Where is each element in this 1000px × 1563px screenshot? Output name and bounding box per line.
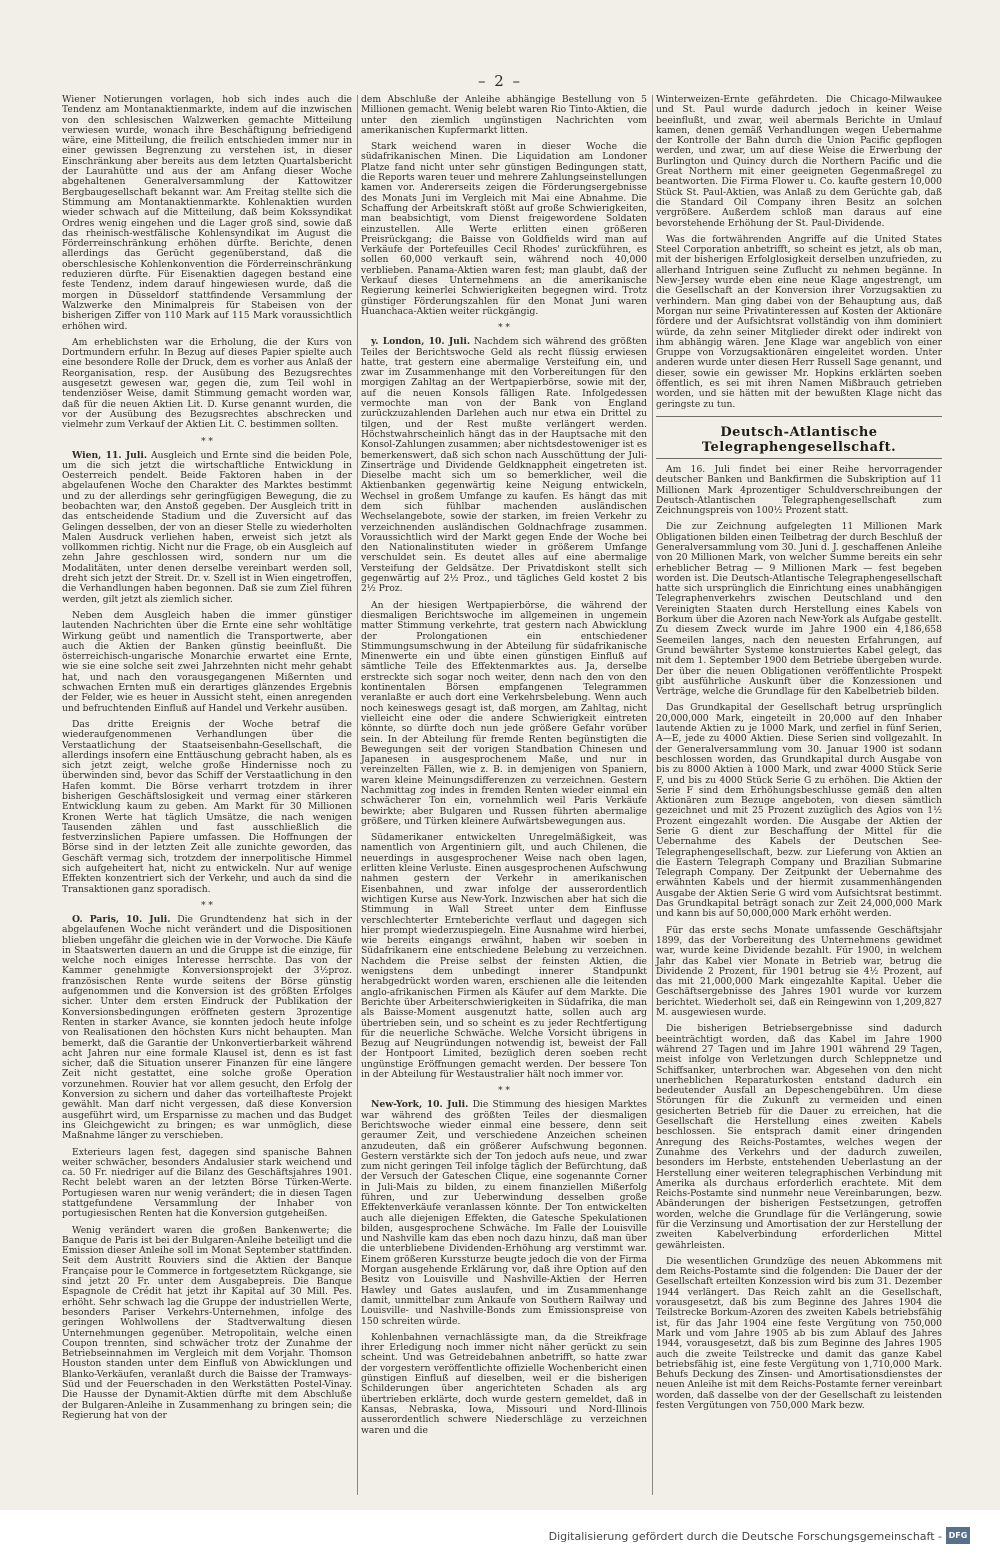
paragraph: Stark weichend waren in dieser Woche die südafrikanischen Minen. Die Liquidation am Londoner Platze fand nicht unter sehr günstigen Bedingungen statt, die Reports waren teuer und mehrere Zahlungseinstellungen kamen vor. Andererseits zeigen die Förderungsergebnisse des Monats Juni im Vergleich mit Mai eine Abnahme. Die Schaffung der Arbeitskraft stößt auf große Schwierigkeiten, man beabsichtigt, vom Dienst freigewordene Soldaten einzustellen. Alle Werte erlitten einen größeren Preisrückgang; die Baisse von Goldfields wird man auf Verkäufe der Portefeuilles Cecil Rhodes' zurückführen, es sollen 60,000 verkauft sein, während noch 40,000 verblieben. Panama-Aktien waren fest; man glaubt, daß der Verkauf dieses Unternehmens an die amerikanische Regierung keinerlei Schwierigkeiten begegnen wird. Trotz günstiger Förderungszahlen für den Monat Juni waren Huanchaca-Aktien weiter rückgängig. [361,141,647,317]
section-separator: * * [201,436,213,447]
dateline: O. Paris, 10. Juli. [72,913,171,925]
paragraph-text: Die Stimmung des hiesigen Marktes war während des größten Teiles der diesmaligen Berichtswoche wieder einmal eine bessere, denn seit geraumer Zeit, und verschiedene Anzeichen scheinen anzudeuten, daß ein größerer Aufschwung begonnen. Gestern verstärkte sich der Ton jedoch aufs neue, und zwar zum nicht geringen Teil infolge täglich der Befürchtung, daß der Versuch der Gateschen Clique, eine sogenannte Corner in Juli-Mais zu bilden, zu einem finanziellen Mißerfolg führen, und zur Ueberwindung desselben große Effektenverkäufe veranlassen könnte. Der Ton entwickelten auch alle diejenigen Effekten, die Gatesche Spekulationen bilden, ausgesprochene Schwäche. Im Falle der Louisville und Nashville kam das eben noch dazu hinzu, daß man über die unterbliebene Dividenden-Erhöhung arg verstimmt war. Einem größeren Kurssturze beugte jedoch die von der Firma Morgan ausgehende Erklärung vor, daß ihre Option auf den Besitz von Louisville und Nashville-Aktien der Herren Hawley und Gates auslaufen, und im Zusammenhange damit, unmittelbar zum Ankaufe von Southern Railway und Louisville- und Nashville-Bonds zum Emissionspreise von 150 schreiten würde. [361,1099,647,1327]
paragraph [361,337,647,594]
paragraph: Südamerikaner entwickelten Unregelmäßigkeit, was namentlich von Argentiniern gilt, und auch Chilenen, die neuerdings in ausgesprochener Weise nach oben lagen, erlitten kleine Verluste. Einen ausgesprochenen Aufschwung nahmen gestern der Verkehr in amerikanischen Eisenbahnen, und zwar infolge der ausserordentlich wichtigen Kurse aus New-York. Inzwischen aber hat sich die Stimmung in Wall Street unter dem Einflusse verschlechterter Ernteberichte verflaut und dagegen sich hier prompt wiederzuspiegeln. Eine Ausnahme wird hierbei, wie bereits eingangs erwähnt, haben wir soeben in Südafrikanern eine entschiedene Belebung zu verzeichnen. Nachdem die Preise selbst der feinsten Aktien, die wenigstens dem unbedingt innerer Standpunkt herabgedrückt worden waren, erschienen alle die leitenden anglo-afrikanischen Firmen als Käufer auf dem Markte. Die Berichte über Arbeiterschwierigkeiten in Südafrika, die man als Baisse-Moment ausgenutzt hatte, sollen auch arg übertrieben sein, und so scheint es zu jeder Rechtfertigung für die neuerliche Schwäche. Welche Vorsicht übrigens in Bezug auf Neugründungen notwendig ist, beweist der Fall der Hontpoort Limited, bezüglich deren soeben recht ungünstige Eröffnungen gemacht werden. Der bessere Ton in der Abteilung für Westaustralier hält noch immer vor. [361,832,647,1081]
paragraph [361,1100,647,1327]
paragraph: Das Grundkapital der Gesellschaft betrug ursprünglich 20,000,000 Mark, eingeteilt in 20,000 auf den Inhaber lautende Aktien zu je 1000 Mark, und zerfiel in fünf Serien, A—E, jede zu 4000 Aktien. Diese Serien sind vollgezahlt. In der Generalversammlung vom 30. Januar 1900 ist sodann beschlossen worden, das Grundkapital durch Ausgabe von bis zu 8000 Aktien à 1000 Mark, und zwar 4000 Stück Serie F, und bis zu 4000 Stück Serie G zu erhöhen. Die Aktien der Serie F sind dem Erhöhungsbeschlusse gemäß den alten Aktionären zum Bezuge angeboten, von diesen sämtlich gezeichnet und mit 25 Prozent zuzüglich des Agios von 1½ Prozent eingezahlt worden. Die Ausgabe der Aktien der Serie G dient zur Beschaffung der Mittel für die Uebernahme des Kabels der Deutschen See-Telegraphengesellschaft, bezw. zur Lieferung von Aktien an die Eastern Telegraph Company und Brazilian Submarine Telegraph Company. Der Zeitpunkt der Uebernahme des erwähnten Kabels und der hiermit zusammenhängenden Ausgabe der Aktien Serie G wird vom Aufsichtsrat bestimmt. Das Grundkapital beträgt sonach zur Zeit 24,000,000 Mark und kann bis auf 50,000,000 Mark erhöht werden. [656,702,942,920]
paragraph: Das dritte Ereignis der Woche betraf die wiederaufgenommenen Verhandlungen über die Verstaatlichung der Staatseisenbahn-Gesellschaft, die allerdings insofern eine Enttäuschung gebracht haben, als es sich jetzt zeigt, welche große Hindernisse noch zu überwinden sind, bevor das Schiff der Verstaatlichung in den Hafen kommt. Die Börse verharrt trotzdem in ihrer bisherigen Geschäftslosigkeit und vermag einer stärkeren Entwicklung kaum zu geben. Am Markt für 30 Millionen Kronen Werte hat täglich Umsätze, die nach wenigen Tausenden zählen und fast ausschließlich die festverzinslichen Papiere umfassen. Die Hoffnungen der Börse sind in der letzten Zeit alle zunichte geworden, das Geschäft vermag sich, trotzdem der innerpolitische Himmel sich aufgeheitert hat, nicht zu entwickeln. Nur auf wenige Effekten konzentriert sich der Verkehr, und auch da sind die Transaktionen ganz sporadisch. [62,718,352,895]
dateline: New-York, 10. Juli. [371,1099,469,1111]
paragraph-text: Die Grundtendenz hat sich in der abgelaufenen Woche nicht verändert und die Dispositionen blieben ungefähr die gleichen wie in der Vorwoche. Die Käufe in Staatswerten dauern an und die Gruppe ist die einzige, für welche noch einiges Interesse herrschte. Das von der Kammer genehmigte Konversionsprojekt der 3½proz. französischen Rente wurde seitens der Börse günstig aufgenommen und die Konversion ist des größten Erfolges sicher. Unter dem ersten Eindruck der Publikation der Konversionsbedingungen eröffneten gestern 3prozentige Renten in starker Avance, sie konnten jedoch heute infolge von Realisationen den höchsten Kurs nicht behaupten. Man bemerkt, daß die Garantie der Unkonvertierbarkeit während acht Jahren nur eine formale Klausel ist, denn es ist fast sicher, daß die Situation unserer Finanzen für eine längere Zeit nicht gestattet, eine solche große Operation vorzunehmen. Rouvier hat vor allem gesucht, den Erfolg der Konversion zu sichern und daher das vorteilhafteste Projekt gewählt. Man darf nicht vergessen, daß diese Konversion ausgeführt wird, um Ersparnisse zu machen und das Budget ins Gleichgewicht zu bringen; es war unmöglich, diese Maßnahme länger zu verschieben. [62,913,352,1142]
paragraph: Was die fortwährenden Angriffe auf die United States Steel Corporation anbetrifft, so scheint es jetzt, als ob man, mit der bisherigen Erfolglosigkeit derselben unzufrieden, zu allerhand Intriguen seine Zuflucht zu nehmen begänne. In New-Jersey wurde eben eine neue Klage angestrengt, um die Gesellschaft an der Konversion ihrer Vorzugsaktien zu verhindern. Man ging dabei von der Behauptung aus, daß Morgan nur seine Privatinteressen auf Kosten der Aktionäre fördere und der Aufsichtsrat vollständig von ihm dominiert würde, da zehn seiner Mitglieder direkt oder indirekt von ihm abhängig wären. Jene Klage war angeblich von einer Gruppe von Vorzugsaktionären eingeleitet worden. Unter anderen wurde unter diesen Herr Russell Sage genannt, und dieser, sowie ein gewisser Mr. Hopkins erklärten soeben öffentlich, es sei mit ihren Namen Mißbrauch getrieben worden, und sie hätten mit der bewußten Klage nicht das geringste zu tun. [656,233,942,410]
paragraph: Neben dem Ausgleich haben die immer günstiger lautenden Nachrichten über die Ernte eine sehr wohltätige Wirkung geübt und namentlich die Transportwerte, aber auch die Aktien der Banken günstig beeinflußt. Die österreichisch-ungarische Monarchie erwartet eine Ernte, wie sie eine solche seit zwei Jahrzehnten nicht mehr gehabt hat, und nach den vorausgegangenen Mißernten und schwachen Ernten muß ein derartiges glänzendes Ergebnis der Felder, wie es heuer in Aussicht steht, einen anregenden und befruchtenden Einfluß auf Handel und Verkehr ausüben. [62,609,352,714]
funding-credit: Digitalisierung gefördert durch die Deutsche Forschungsgemeinschaft - [548,1530,942,1543]
column-1 [62,95,352,1495]
section-separator: * * [201,900,213,911]
paragraph: Kohlenbahnen vernachlässigte man, da die Streikfrage ihrer Erledigung noch immer nicht näher gerückt zu sein scheint. Und was Getreidebahnen anbetrifft, so hatte zwar der vorgestern veröffentlichte offizielle Wochenbericht einen günstigen Einfluß auf dieselben, weil er die bisherigen Schilderungen über angerichteten Schaden als arg übertrieben erklärte, doch wurde gestern gemeldet, daß in Kansas, Nebraska, Iowa, Missouri und Nord-Illinois ausserordentlich schwere Niederschläge zu verzeichnen waren und die [361,1331,647,1436]
section-separator: * * [498,323,510,334]
page-number: – 2 – [477,72,523,90]
paragraph: Am 16. Juli findet bei einer Reihe hervorragender deutscher Banken und Bankfirmen die Subskription auf 11 Millionen Mark 4prozentiger Schuldverschreibungen der Deutsch-Atlantischen Telegraphengesellschaft zum Zeichnungspreis von 100½ Prozent statt. [656,463,942,517]
dfg-logo-icon: DFG [946,1527,970,1544]
paragraph: Am erheblichsten war die Erholung, die der Kurs von Dortmundern erfuhr. In Bezug auf dieses Papier spielte auch eine besondere Rolle der Druck, dem es vorher aus Anlaß der Reorganisation, resp. der Ausübung des Bezugsrechtes ausgesetzt gewesen war, gegen die, zum Teil wohl in tendenziöser Weise, damit Stimmung gemacht worden war, daß für die neuen Aktien Lit. D. Kurse genannt wurden, die vor der Ausübung des Bezugsrechtes abschrecken und vielmehr zum Verkauf der Aktien Lit. C. bestimmen sollten. [62,336,352,431]
divider [656,416,942,417]
paragraph: dem Abschluße der Anleihe abhängige Bestellung von 5 Millionen gemacht. Wenig belebt waren Rio Tinto-Aktien, die unter den ziemlich ungünstigen Nachrichten vom amerikanischen Kupfermarkt litten. [361,95,647,136]
column-2 [357,95,647,1495]
paragraph [62,451,352,605]
newspaper-columns [62,95,942,1495]
paragraph-text: Ausgleich und Ernte sind die beiden Pole, um die sich jetzt die wirtschaftliche Entwicklung in Oesterreich pendelt. Beide Faktoren haben in der abgelaufenen Woche den Charakter des Marktes bestimmt und zu der allerdings sehr geringfügigen Bewegung, die zu beobachten war, den Anstoß gegeben. Der Ausgleich tritt in das entscheidende Stadium und die Zuversicht auf das Gelingen desselben, der von an dieser Stelle zu wiederholten Malen Ausdruck verliehen haben, erweist sich jetzt als vollkommen richtig. Nicht nur die Frage, ob ein Ausgleich auf zehn Jahre geschlossen wird, sondern nur um die Modalitäten, unter denen derselbe vereinbart werden soll, dreht sich jetzt der Streit. Dr. v. Szell ist in Wien eingetroffen, die Verhandlungen haben begonnen. Daß sie zum Ziel führen werden, gilt jetzt als ziemlich sicher. [62,449,352,605]
paragraph [62,915,352,1142]
article-headline: Deutsch-Atlantische Telegraphengesellschaft. [656,425,942,459]
dateline: Wien, 11. Juli. [72,449,148,461]
paragraph: Winterweizen-Ernte gefährdeten. Die Chicago-Milwaukee und St. Paul wurde dadurch jedoch in keiner Weise beeinflußt, und zwar, weil abermals Berichte in Umlauf kamen, denen gemäß Verhandlungen wegen Uebernahme der Kontrolle der Bahn durch die Union Pacific gepflogen werden, und zwar, um auf diese Weise die Erwerbung der Burlington und Quincy durch die Northern Pacific und die Great Northern mit einer geeigneten Gegenmaßregel zu beantworten. Die Firma Flower u. Co. kaufte gestern 10,000 Stück St. Paul-Aktien, was Anlaß zu dem Gerüchte gab, daß die Standard Oil Company ihren Besitz an solchen vergrößere. Außerdem schloß man daraus auf eine bevorstehende Erhöhung der St. Paul-Dividende. [656,95,942,229]
dateline: y. London, 10. Juli. [371,336,471,348]
paragraph: Die zur Zeichnung aufgelegten 11 Millionen Mark Obligationen bilden einen Teilbetrag der durch Beschluß der Generalversammlung vom 30. Juni d. J. geschaffenen Anleihe von 20 Millionen Mark, von welcher Summe bereits ein sehr erheblicher Betrag — 9 Millionen Mark — fest begeben worden ist. Die Deutsch-Atlantische Telegraphengesellschaft hatte sich ursprünglich die Einrichtung eines unabhängigen Telegraphenverkehrs zwischen Deutschland und den Vereinigten Staaten durch Herstellung eines Kabels von Borkum über die Azoren nach New-York als Aufgabe gestellt. Zu diesem Zweck wurde im Jahre 1900 ein 4,186,658 Seemeilen langes, nach den neuesten Erfahrungen, auf Grund bewährter Systeme konstruiertes Kabel gelegt, das mit dem 1. September 1900 dem Betriebe übergeben wurde. Der über die neuen Obligationen veröffentlichte Prospekt gibt ausführliche Auskunft über die Konzessionen und Verträge, welche die Grundlage für den Kabelbetrieb bilden. [656,521,942,698]
paragraph: Wiener Notierungen vorlagen, hob sich indes auch die Tendenz am Montanaktienmarkte, indem auf die inzwischen von den schlesischen Walzwerken gemachte Mitteilung verwiesen wurde, wonach ihre Beschäftigung befriedigend wäre, eine Mitteilung, die freilich entschieden immer nur in einer gewissen Begrenzung zu verstehen ist, in dieser Einschränkung aber bereits aus dem letzten Quartalsbericht der Laurahütte und aus der am Anfang dieser Woche abgehaltenen Generalversammlung der Kattowitzer Bergbaugesellschaft bekannt war. Am Freitag stellte sich die Stimmung am Montanaktienmarkte. Kohlenaktien wurden wieder schwach auf die Mitteilung, daß beim Kokssyndikat Ordres wenig eingehen und die Lager groß sind, sowie daß das rheinisch-westfälische Kohlensyndikat im August die Förderreinschränkung erhöhen dürfte. Berichte, denen allerdings das Gerücht gegenüberstand, daß die oberschlesische Kohlenkonvention die Förderreinschränkung reduzieren dürfte. Für Eisenaktien dagegen bestand eine feste Tendenz, indem darauf hingewiesen wurde, daß die morgen in Düsseldorf stattfindende Versammlung der Walzwerke den Minimalpreis für Stabeisen von der bisherigen Ziffer von 110 Mark auf 115 Mark voraussichtlich erhöhen wird. [62,95,352,332]
section-separator: * * [498,1086,510,1097]
footer-bar [0,1510,1000,1563]
paragraph: Exterieurs lagen fest, dagegen sind spanische Bahnen weiter schwächer, besonders Andalusier stark weichend und ca. 50 Fr. niedriger auf die Bilanz des Geschäftsjahres 1901. Recht belebt waren an der letzten Börse Türken-Werte. Portugiesen waren nur wenig verändert; die in diesen Tagen stattgefundene Versammlung der Inhaber von portugiesischen Renten hat die Konversion gutgeheißen. [62,1146,352,1220]
paragraph: Die wesentlichen Grundzüge des neuen Abkommens mit dem Reichs-Postamte sind die folgenden: Die Dauer der der Gesellschaft erteilten Konzession wird bis zum 31. Dezember 1944 verlängert. Das Reich zahlt an die Gesellschaft, vorausgesetzt, daß bis zum Beginne des Jahres 1904 die Teilstrecke Borkum-Azoren des zweiten Kabels betriebsfähig ist, für das Jahr 1904 eine feste Vergütung von 750,000 Mark und vom Jahre 1905 ab bis zum Ablauf des Jahres 1944, vorausgesetzt, daß bis zum Beginne des Jahres 1905 auch die zweite Teilstrecke und damit das ganze Kabel betriebsfähig ist, eine feste Vergütung von 1,710,000 Mark. Behufs Deckung des Zinsen- und Amortisationsdienstes der neuen Anleihe ist mit dem Reichs-Postamte ferner vereinbart worden, daß dasselbe von der der Gesellschaft zu leistenden festen Vergütungen von 750,000 Mark bezw. [656,1255,942,1412]
paragraph: An der hiesigen Wertpapierbörse, die während der diesmaligen Berichtswoche im allgemeinen in ungemein matter Stimmung verkehrte, trat gestern nach Abwicklung der Prolongationen ein entschiedener Stimmungsumschwung in der Abteilung für südafrikanische Minenwerte ein und übte einen günstigen Einfluß auf sämtliche Teile des Effektenmarktes aus. Ja, derselbe erstreckte sich sogar noch weiter, denn nach den von den kontinentalen Börsen empfangenen Telegrammen veranlaßte er auch dort eine Verkehrsbelebung. Wenn auch noch keineswegs gesagt ist, daß morgen, am Zahltag, nicht vielleicht eine oder die andere Schwierigkeit eintreten könnte, so dürfte doch nun jede größere Gefahr vorüber sein. In der Abteilung für fremde Renten begünstigten die Bewegungen seit der vorigen Standbation Chinesen und Japanesen in ausgesprochenem Maße, und nur in vereinzelten Fällen, wie z. B. in demjenigen von Spaniern, waren kleine Meinungsdifferenzen zu verzeichnen. Gestern Nachmittag zog indes in fremden Renten wieder einmal ein schwächerer Ton ein, vornehmlich weil Paris Verkäufe bewirkte; aber Bulgaren und Russen führten abermalige größere, und Türken kleinere Aufwärtsbewegungen aus. [361,599,647,827]
paragraph: Die bisherigen Betriebsergebnisse sind dadurch beeinträchtigt worden, daß das Kabel im Jahre 1900 während 27 Tagen und im Jahre 1901 während 29 Tagen, meist infolge von Verletzungen durch Schleppnetze und Schiffsanker, unterbrochen war. Abgesehen von den nicht unerheblichen Reparaturkosten entstand dadurch ein bedeutender Ausfall an Depeschengebühren. Um diese Störungen für die Zukunft zu vermeiden und einen gesicherten Betrieb für die Dauer zu erreichen, hat die Gesellschaft die Herstellung eines zweiten Kabels beschlossen. Sie entsprach damit einer dringenden Anregung des Reichs-Postamtes, welches wegen der Zunahme des Verkehrs und der dadurch zuweilen, besonders im Herbste, entstehenden Ueberlastung an der Herstellung einer weiteren telegraphischen Verbindung mit Amerika als durchaus erforderlich erachtete. Mit dem Reichs-Postamte sind nunmehr neue Vereinbarungen, bezw. Abänderungen der bisherigen Festsetzungen, getroffen worden, welche die Grundlage für die Verlängerung, sowie für die Verzinsung und Amortisation der zur Herstellung der zweiten Kabelverbindung erforderlichen Mittel gewährleisten. [656,1023,942,1251]
column-3 [652,95,942,1495]
paragraph: Für das erste sechs Monate umfassende Geschäftsjahr 1899, das der Vorbereitung des Unternehmens gewidmet war, wurde keine Dividende bezahlt. Für 1900, in welchem Jahr das Kabel vier Monate in Betrieb war, betrug die Dividende 2 Prozent, für 1901 betrug sie 4½ Prozent, auf das mit 21,000,000 Mark eingezahlte Kapital. Ueber die Geschäftsergebnisse des Jahres 1901 wurde vor kurzem berichtet. Wiederholt sei, daß ein Reingewinn von 1,209,827 M. ausgewiesen wurde. [656,924,942,1019]
paragraph: Wenig verändert waren die großen Bankenwerte; die Banque de Paris ist bei der Bulgaren-Anleihe beteiligt und die Emission dieser Anleihe soll im Monat September stattfinden. Seit dem Austritt Rouviers sind die Aktien der Banque Française pour le Commerce in fortgesetztem Rückgange, sie sind jetzt 20 Fr. unter dem Ausgabepreis. Die Banque Espagnole de Crédit hat jetzt ihr Kapital auf 30 Mill. Pes. erhöht. Sehr schwach lag die Gruppe der industriellen Werte, besonders Pariser Verkehrs-Unternehmen, infolge des geringen Wohlwollens der Stadtverwaltung diesen Unternehmungen gegenüber. Metropolitain, welche einen Coupon trennten, sind schwächer trotz der Zunahme der Betriebseinnahmen im Vergleich mit dem Vorjahr. Thomson Houston standen unter dem Einfluß von Abwicklungen und Blanko-Verkäufen, veranlaßt durch die Baisse der Tramways-Süd und der Feuerschaden in den Werkstätten Postel-Vinay. Die Hausse der Dynamit-Aktien dürfte mit dem Abschluße der Bulgaren-Anleihe in Zusammenhang zu bringen sein; die Regierung hat von der [62,1224,352,1421]
paragraph-text: Nachdem sich während des größten Teiles der Berichtswoche Geld als recht flüssig erwiesen hatte, trat gestern eine abermalige Versteifung ein, und zwar im Zusammenhange mit den Vorbereitungen für den morgigen Zahltag an der Wertpapierbörse, sowie mit der, auf die neuen Konsols fälligen Rate. Infolgedessen vermochte man von der Bank von England zurückzuzahlenden Darlehen auch nur etwa ein Drittel zu tilgen, und der Rest mußte verlängert werden. Höchstwahrscheinlich hängt das in der Hauptsache mit den Konsol-Zahlungen zusammen; aber nichtsdestoweniger ist es bemerkenswert, daß sich schon nach Ausschüttung der Juli-Zinserträge und Dividende Geldknappheit eingetreten ist. Dieselbe macht sich um so bemerklicher, weil die Aktienbanken gegenwärtig keine Neigung entwickeln, Wechsel in großem Umfange zu kaufen. Es hängt das mit dem sich fühlbar machenden ausländischen Wechselangebote, sowie der starken, im freien Verkehr zu verzeichnenden ausländischen Goldnachfrage zusammen. Voraussichtlich wird der Markt gegen Ende der Woche bei den Nationalinstituten wieder in größerem Umfange verschuldet sein. Es deutet alles auf eine abermalige Versteifung der Geldsätze. Der Privatdiskont stellt sich gegenwärtig auf 2½ Proz., und tägliches Geld kostet 2 bis 2½ Proz. [361,336,647,595]
